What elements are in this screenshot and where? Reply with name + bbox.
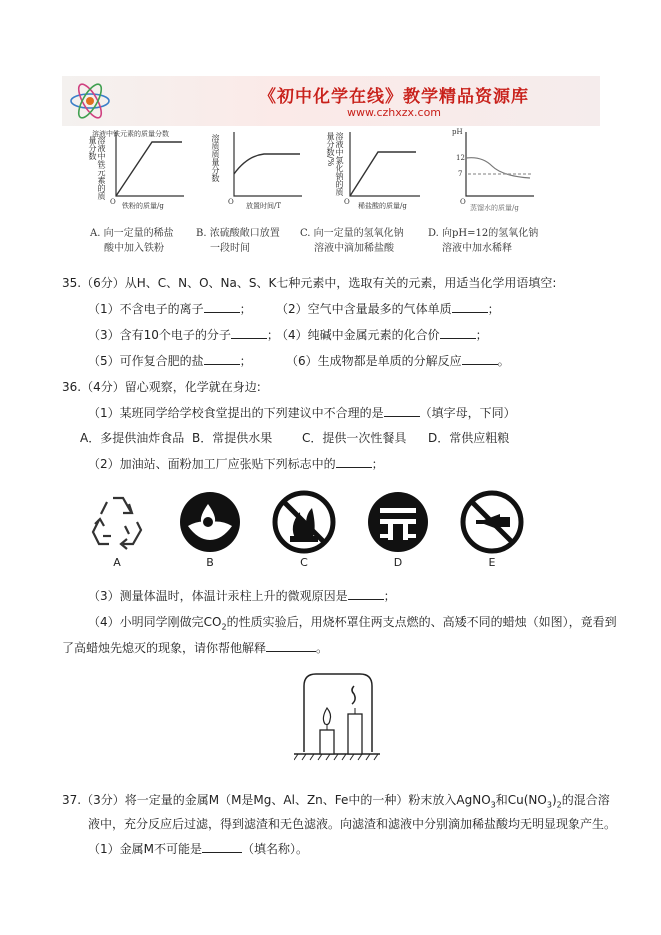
q36-blank3[interactable] [348,588,384,600]
energy-saving-icon [366,490,430,554]
graph-b-origin: O [228,198,234,206]
q35-item1: （1）不含电子的离子 ； [88,302,252,316]
q36-part2: （2）加油站、面粉加工厂应张贴下列标志中的 ； [88,457,384,471]
graph-d-caption-line1: D. 向pH=12的氢氧化钠 [428,228,539,239]
graph-c-curve [350,152,416,196]
q36-option-b: B．常提供水果 [192,431,273,445]
q35-stem: 35.（6分）从H、C、N、O、Na、S、K七种元素中，选取有关的元素，用适当化学用语填空: [62,276,557,290]
q35-item4: （4）纯碱中金属元素的化合价 ； [276,328,488,342]
graph-d-caption [428,226,538,256]
q35-blank3[interactable] [231,327,267,339]
q36-blank2[interactable] [336,456,372,468]
graph-c-origin: O [344,198,350,206]
graph-b-caption [196,226,280,256]
q35-blank6[interactable] [462,353,498,365]
graph-b-curve [234,154,300,174]
header-banner [62,76,600,126]
q37-part1: （1）金属M不可能是 （填名称）。 [88,842,309,856]
graph-b-caption-line1: B. 浓硫酸敞口放置 [196,228,280,239]
q36-option-a: A．多提供油炸食品 [80,431,185,445]
graph-d-origin: O [460,198,466,206]
graph-a-ylabel-text: 溶液中铁元素的质量分数 [92,130,169,138]
q36-option-d: D．常供应粗粮 [428,431,510,445]
graph-c-ylabel-col: 溶液中氯化钠的质量分数/% [326,132,344,196]
graph-d-axes [466,132,534,196]
q35-blank2[interactable] [452,301,488,313]
q36-option-c: C．提供一次性餐具 [302,431,407,445]
graph-b-axes [234,132,302,196]
graph-c-caption-line2: 溶液中滴加稀盐酸 [314,243,394,254]
graph-d-tick-12: 12 [456,154,465,162]
q36-part4-line1: （4）小明同学刚做完$CO_2$的性质实验后，用烧杯罩住两支点燃的、高矮不同的蜡烛（如图），竟看到 [88,615,617,632]
graph-c-axes [350,132,420,196]
q37-blank1[interactable] [202,841,242,853]
q35-item5: （5）可作复合肥的盐 ； [88,354,252,368]
graph-c-caption [300,226,404,256]
candle-beaker-figure [294,668,380,768]
atom-logo-icon [68,80,112,122]
sign-label-b: B [206,556,214,569]
graph-a-curve [116,142,182,196]
q36-stem: 36.（4分）留心观察，化学就在身边: [62,380,261,394]
q35-blank4[interactable] [440,327,476,339]
graph-d-tick-7: 7 [458,170,463,178]
q36-part4-line2: 了高蜡烛先熄灭的现象，请你帮他解释 。 [62,641,329,655]
banner-title: 《初中化学在线》教学精品资源库 [259,87,529,107]
no-honking-icon [460,490,524,554]
q35-item3: （3）含有10个电子的分子 ； [88,328,279,342]
sign-label-a: A [113,556,121,569]
graph-d-ylabel: pH [452,128,463,136]
sign-label-d: D [393,556,403,569]
water-saving-icon [178,490,242,554]
sign-label-e: E [488,556,496,569]
graph-a-xlabel: 铁粉的质量/g [122,202,164,210]
sign-label-c: C [300,556,308,569]
graph-a-caption [90,226,174,256]
graph-b-ylabel-col: 溶质质量分数 [211,134,220,182]
graph-d-caption-line2: 溶液中加水稀释 [442,243,512,254]
q36-part1: （1）某班同学给学校食堂提出的下列建议中不合理的是 （填字母，下同） [88,406,516,420]
banner-url: www.czhxzx.com [346,106,442,119]
q35-item2: （2）空气中含量最多的气体单质 ； [276,302,500,316]
q36-blank1[interactable] [384,405,420,417]
graph-b-caption-line2: 一段时间 [210,243,250,254]
graph-c-xlabel: 稀盐酸的质量/g [358,202,407,210]
graph-a-caption-line2: 酸中加入铁粉 [104,243,164,254]
q35-item6: （6）生成物都是单质的分解反应 。 [286,354,510,368]
q36-blank4[interactable] [266,640,316,652]
recycle-icon [85,490,149,554]
graph-a-ylabel-col: 溶液中铁元素的质量分数 [88,136,106,200]
q37-line2: 液中，充分反应后过滤，得到滤渣和无色滤液。向滤渣和滤液中分别滴加稀盐酸均无明显现象产生。 [88,817,617,831]
no-fire-icon [272,490,336,554]
q35-blank1[interactable] [204,301,240,313]
graph-c-caption-line1: C. 向一定量的氢氧化钠 [300,228,404,239]
graph-d-xlabel: 蒸馏水的质量/g [470,204,519,212]
graph-b-xlabel: 放置时间/T [246,202,282,210]
graph-a-caption-line1: A. 向一定量的稀盐 [90,228,174,239]
q36-part3: （3）测量体温时，体温计汞柱上升的微观原因是 ； [88,589,396,603]
q35-blank5[interactable] [204,353,240,365]
graph-d-curve [466,158,530,178]
graph-a-origin: O [110,198,116,206]
q37-line1: 37.（3分）将一定量的金属M（M是Mg、Al、Zn、Fe中的一种）粉末放入AgNO$_3$和$Cu(NO_3)_2$的混合溶 [62,793,610,810]
